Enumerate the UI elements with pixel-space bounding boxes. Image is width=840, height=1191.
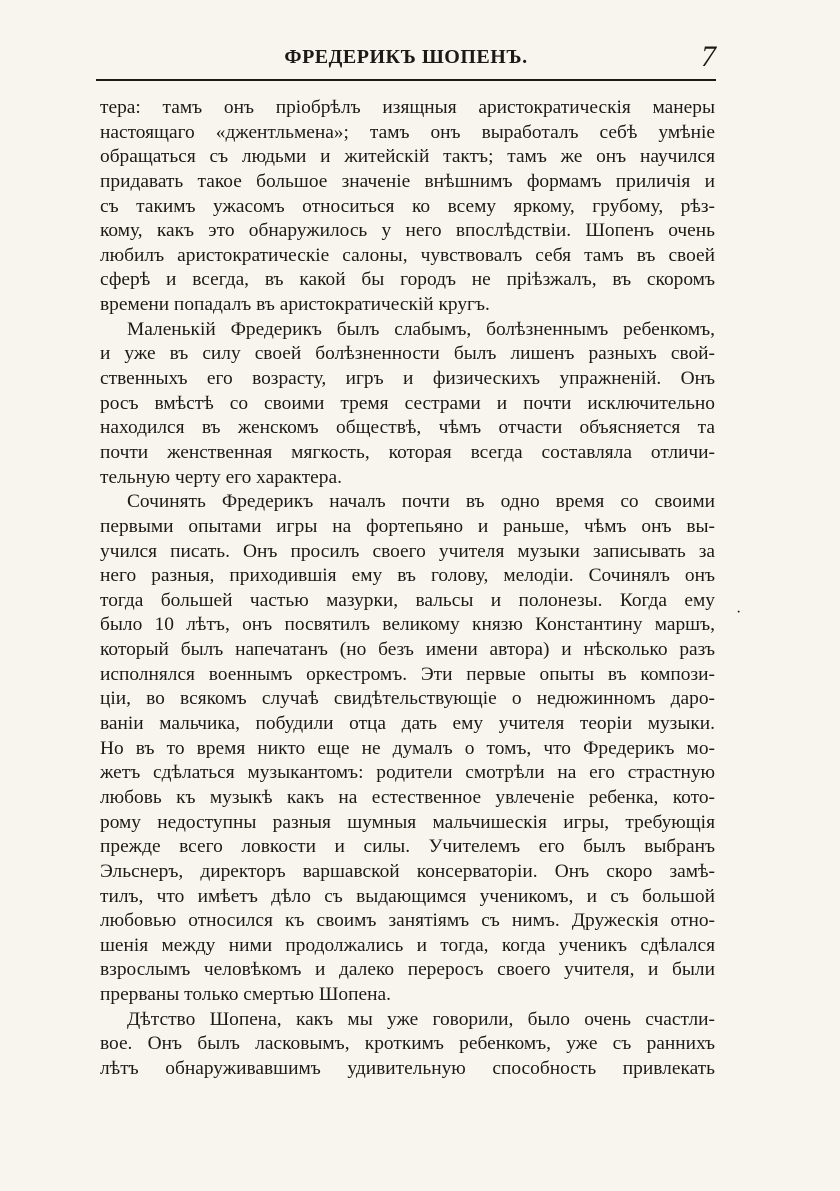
text-line: тельную черту его характера. [100, 466, 342, 488]
text-line: кому, какъ это обнаружилось у него впослѣдствіи. Шопенъ очень [100, 220, 715, 242]
text-line: настоящаго «джентльмена»; тамъ онъ выработалъ себѣ умѣніе [100, 121, 715, 143]
text-line: любилъ аристократическіе салоны, чувствовалъ себя тамъ въ своей [100, 244, 715, 266]
text-line: обращаться съ людьми и житейскій тактъ; тамъ же онъ научился [100, 146, 715, 168]
text-line: любовь къ музыкѣ какъ на естественное увлеченіе ребенка, кото- [100, 786, 715, 808]
page-header [96, 40, 716, 76]
text-line: Дѣтство Шопена, какъ мы уже говорили, было очень счастли- [127, 1008, 715, 1030]
text-line: почти женственная мягкость, которая всегда составляла отличи- [100, 441, 715, 463]
header-rule [96, 79, 716, 81]
text-line: лѣтъ обнаруживавшимъ удивительную способность привлекать [100, 1057, 715, 1079]
text-line: Маленькій Фредерикъ былъ слабымъ, болѣзненнымъ ребенкомъ, [127, 318, 715, 340]
text-line: придавать такое большое значеніе внѣшнимъ формамъ приличія и [100, 170, 715, 192]
text-line: ціи, во всякомъ случаѣ свидѣтельствующіе о недюжинномъ даро- [100, 688, 715, 710]
text-line: сферѣ и всегда, въ какой бы городъ не пріѣзжалъ, въ скоромъ [100, 269, 715, 291]
text-line: который былъ напечатанъ (но безъ имени автора) и нѣсколько разъ [100, 639, 715, 661]
text-line: находился въ женскомъ обществѣ, чѣмъ отчасти объясняется та [100, 417, 715, 439]
text-line: было 10 лѣтъ, онъ посвятилъ великому князю Константину маршъ, [100, 614, 715, 636]
page-number: 7 [701, 40, 716, 73]
text-line: прежде всего ловкости и силы. Учителемъ его былъ выбранъ [100, 836, 715, 858]
text-line: шенія между ними продолжались и тогда, когда ученикъ сдѣлался [100, 934, 715, 956]
text-line: времени попадалъ въ аристократическій кругъ. [100, 294, 490, 316]
text-line: тилъ, что имѣетъ дѣло съ выдающимся ученикомъ, и съ большой [100, 885, 715, 907]
text-line: Сочинять Фредерикъ началъ почти въ одно время со своими [127, 491, 715, 513]
text-line: росъ вмѣстѣ со своими тремя сестрами и почти исключительно [100, 392, 715, 414]
text-line: исполнялся военнымъ оркестромъ. Эти первые опыты въ компози- [100, 663, 715, 685]
text-line: тера: тамъ онъ пріобрѣлъ изящныя аристократическія манеры [100, 97, 715, 118]
text-line: тогда большей частью мазурки, вальсы и полонезы. Когда ему [100, 589, 715, 611]
margin-mark: · [736, 604, 742, 621]
text-line: первыми опытами игры на фортепьяно и раньше, чѣмъ онъ вы- [100, 515, 715, 537]
body-text [100, 96, 715, 1082]
text-line: взрослымъ человѣкомъ и далеко переросъ своего учителя, и были [100, 959, 715, 981]
text-line: рому недоступны разныя шумныя мальчишескія игры, требующія [100, 811, 715, 833]
running-head: ФРЕДЕРИКЪ ШОПЕНЪ. [284, 46, 528, 68]
text-line: любовью относился къ своимъ занятіямъ съ нимъ. Дружескія отно- [100, 910, 715, 932]
text-line: вое. Онъ былъ ласковымъ, кроткимъ ребенкомъ, уже съ раннихъ [100, 1033, 715, 1055]
text-line: жетъ сдѣлаться музыкантомъ: родители смотрѣли на его страстную [100, 762, 715, 784]
paragraph [100, 490, 715, 1007]
text-line: Но въ то время никто еще не думалъ о томъ, что Фредерикъ мо- [100, 737, 715, 759]
text-line: прерваны только смертью Шопена. [100, 984, 391, 1006]
text-line: него разныя, приходившія ему въ голову, мелодіи. Сочинялъ онъ [100, 565, 715, 587]
paragraph [100, 1008, 715, 1082]
text-line: ваніи мальчика, побудили отца дать ему учителя теоріи музыки. [100, 713, 715, 735]
text-line: съ такимъ ужасомъ относиться ко всему яркому, грубому, рѣз- [100, 195, 715, 217]
paragraph [100, 318, 715, 490]
paragraph [100, 96, 715, 318]
text-line: ственныхъ его возрасту, игръ и физическихъ упражненій. Онъ [100, 368, 715, 390]
text-line: Эльснеръ, директоръ варшавской консерваторіи. Онъ скоро замѣ- [100, 860, 715, 882]
text-line: и уже въ силу своей болѣзненности былъ лишенъ разныхъ свой- [100, 343, 715, 365]
text-line: учился писать. Онъ просилъ своего учителя музыки записывать за [100, 540, 715, 562]
